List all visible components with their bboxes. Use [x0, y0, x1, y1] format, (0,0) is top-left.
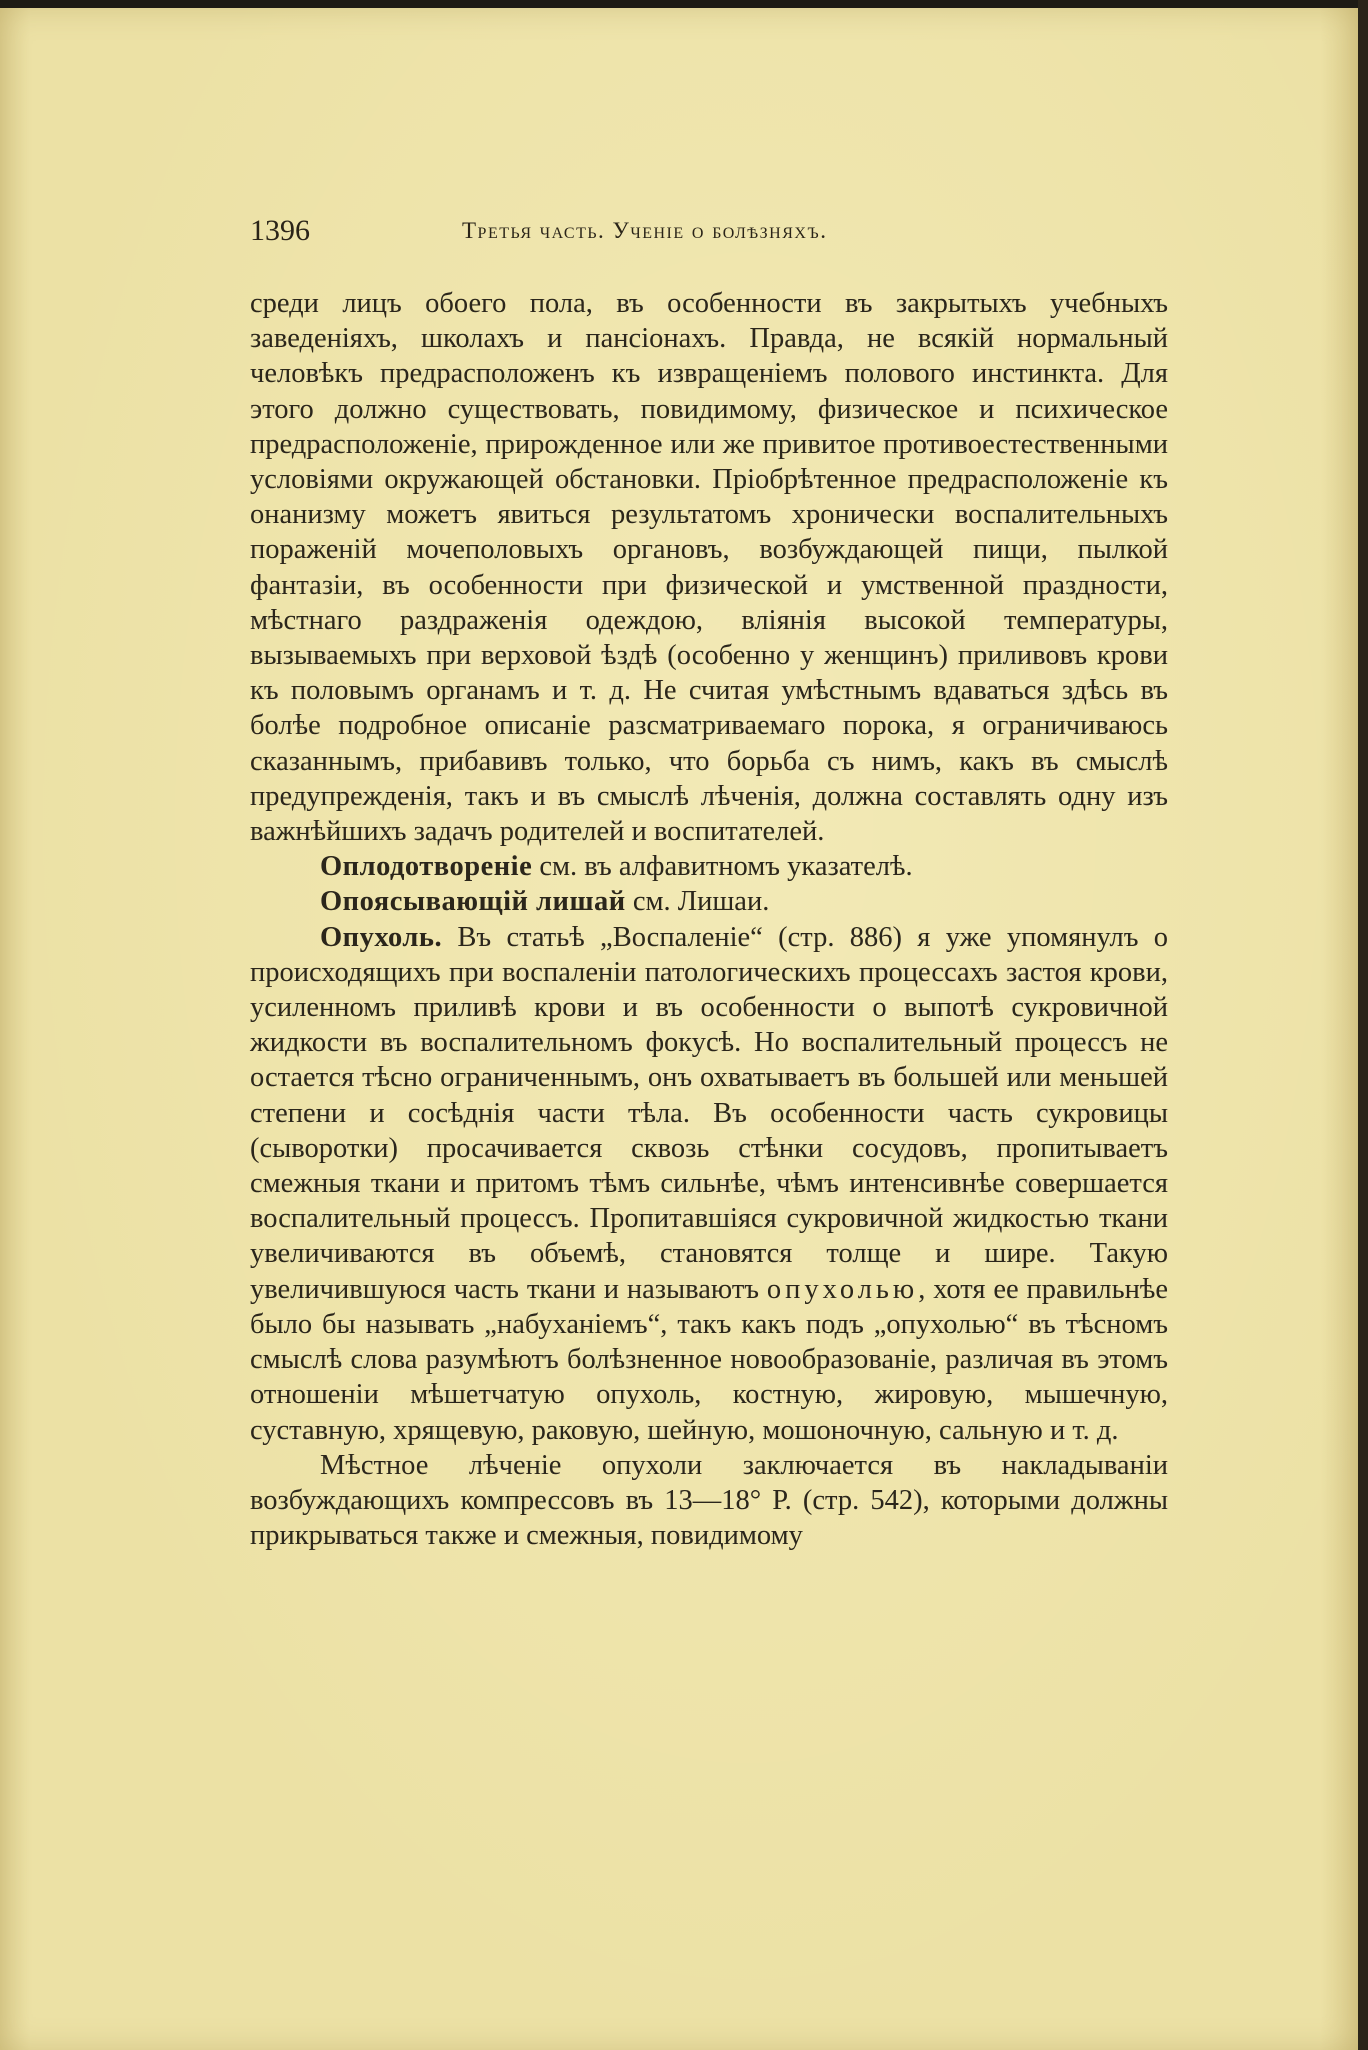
page-edge-shadow: [1358, 0, 1368, 2050]
running-head: Третья часть. Ученіе о болѣзняхъ.: [462, 218, 828, 243]
entry-term: Опухоль.: [320, 921, 443, 953]
spaced-word: опухолью: [766, 1273, 919, 1305]
body-text: [250, 286, 1168, 1553]
entry-text: см. Лишаи.: [625, 886, 770, 918]
entry-fertilization: [250, 849, 1168, 884]
page-header: [250, 208, 1170, 252]
entry-tumor: [250, 920, 1168, 1448]
entry-term: Оплодотвореніе: [320, 851, 533, 883]
entry-shingles: [250, 884, 1168, 919]
paragraph-onanism: среди лицъ обоего пола, въ особенности въ закрытыхъ учебныхъ заведеніяхъ, школахъ и пансіонахъ. Правда, не всякій нормальный человѣкъ предрасположенъ къ извращеніемъ полового инстинкта. Для этого должно существовать, повидимому, физическое и психическое предрасположеніе, прирожденное или же привитое противоестественными условіями окружающей обстановки. Пріобрѣтенное предрасположеніе къ онанизму можетъ явиться результатомъ хронически воспалительныхъ пораженій мочеполовыхъ органовъ, возбуждающей пищи, пылкой фантазіи, въ особенности при физической и умственной праздности, мѣстнаго раздраженія одеждою, вліянія высокой температуры, вызываемыхъ при верховой ѣздѣ (особенно у женщинъ) приливовъ крови къ половымъ органамъ и т. д. Не считая умѣстнымъ вдаваться здѣсь въ болѣе подробное описаніе разсматриваемаго порока, я ограничиваюсь сказаннымъ, прибавивъ только, что борьба съ нимъ, какъ въ смыслѣ предупрежденія, такъ и въ смыслѣ лѣченія, должна составлять одну изъ важнѣйшихъ задачъ родителей и воспитателей.: [250, 288, 1168, 848]
entry-text: см. въ алфавитномъ указателѣ.: [532, 851, 913, 883]
entry-text: Въ статьѣ „Воспаленіе“ (стр. 886) я уже упомянулъ о происходящихъ при воспаленіи патологическихъ процессахъ застоя крови, усиленномъ приливѣ крови и въ особенности о выпотѣ сукровичной жидкости въ воспалительномъ фокусѣ. Но воспалительный процессъ не остается тѣсно ограниченнымъ, онъ охватываетъ въ большей или меньшей степени и сосѣднія части тѣла. Въ особенности часть сукровицы (сыворотки) просачивается сквозь стѣнки сосудовъ, пропитываетъ смежныя ткани и притомъ тѣмъ сильнѣе, чѣмъ интенсивнѣе совершается воспалительный процессъ. Пропитавшіяся сукровичной жидкостью ткани увеличиваются въ объемѣ, становятся толще и шире. Такую увеличившуюся часть ткани и называютъ: [250, 921, 1168, 1305]
entry-term: Опоясывающій лишай: [320, 886, 626, 918]
page-number: 1396: [250, 214, 310, 247]
entry-text-continued: , хотя ее правильнѣе было бы называть „набуханіемъ“, такъ какъ подъ „опухолью“ въ тѣсномъ смыслѣ слова разумѣютъ болѣзненное новообразованіе, различая въ этомъ отношеніи мѣшетчатую опухоль, костную, жировую, мышечную, суставную, хрящевую, раковую, шейную, мошоночную, сальную и т. д.: [250, 1273, 1168, 1446]
paragraph-treatment: Мѣстное лѣченіе опухоли заключается въ накладываніи возбуждающихъ компрессовъ въ 13—18° Р. (стр. 542), которыми должны прикрываться также и смежныя, повидимому: [250, 1449, 1168, 1552]
book-page: [0, 8, 1358, 2050]
